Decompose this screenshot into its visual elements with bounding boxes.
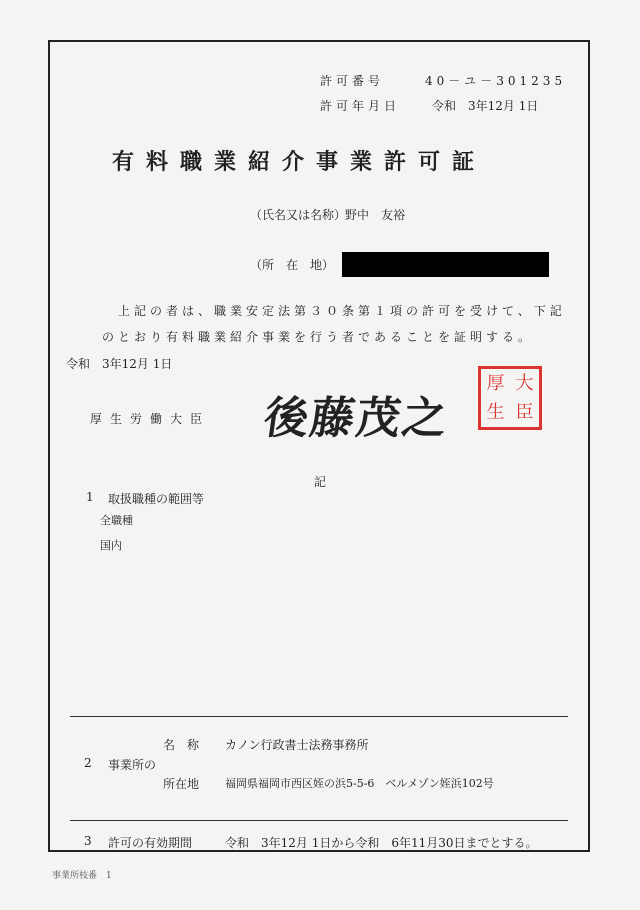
item3-value: 令和 3年12月 1日から令和 6年11月30日までとする。: [225, 836, 538, 850]
name-label: （氏名又は名称）: [250, 208, 347, 222]
item2-label: 事業所の: [108, 758, 157, 772]
item1-value-1: 全職種: [100, 514, 133, 527]
item1-value-2: 国内: [100, 539, 122, 552]
item3-label: 許可の有効期間: [108, 836, 193, 850]
divider: [70, 820, 568, 821]
ki-heading: 記: [314, 475, 327, 489]
address-label: （所 在 地）: [250, 258, 335, 272]
redacted-address: [342, 252, 549, 277]
body-line-2: のとおり有料職業紹介事業を行う者であることを証明する。: [102, 330, 535, 344]
permit-date: 令和 3年12月 1日: [432, 99, 539, 113]
item2-name: カノン行政書士法務事務所: [225, 738, 369, 752]
divider: [70, 716, 568, 717]
permit-date-label: 許可年月日: [320, 99, 401, 113]
footer-branch-number: 事業所枝番 1: [52, 871, 112, 881]
item2-address-label: 所在地: [163, 777, 200, 791]
item1-label: 取扱職種の範囲等: [108, 492, 205, 506]
body-line-1: 上記の者は、職業安定法第３０条第１項の許可を受けて、下記: [118, 304, 566, 318]
signature: 後藤茂之: [260, 393, 452, 444]
item2-number: 2: [84, 756, 92, 770]
item2-name-label: 名 称: [163, 738, 200, 752]
issuer: 厚生労働大臣: [90, 412, 211, 426]
issue-date: 令和 3年12月 1日: [66, 357, 173, 371]
permit-number-label: 許可番号: [320, 74, 385, 88]
item2-address: 福岡県福岡市西区姪の浜5-5-6 ベルメゾン姪浜102号: [225, 777, 494, 790]
item3-number: 3: [84, 834, 92, 848]
holder-name: 野中 友裕: [345, 208, 406, 222]
document-title: 有料職業紹介事業許可証: [112, 149, 487, 175]
permit-number: 40－ユ－301235: [425, 74, 567, 88]
item1-number: 1: [86, 490, 94, 504]
official-seal: 厚 大 生 臣: [478, 366, 542, 430]
